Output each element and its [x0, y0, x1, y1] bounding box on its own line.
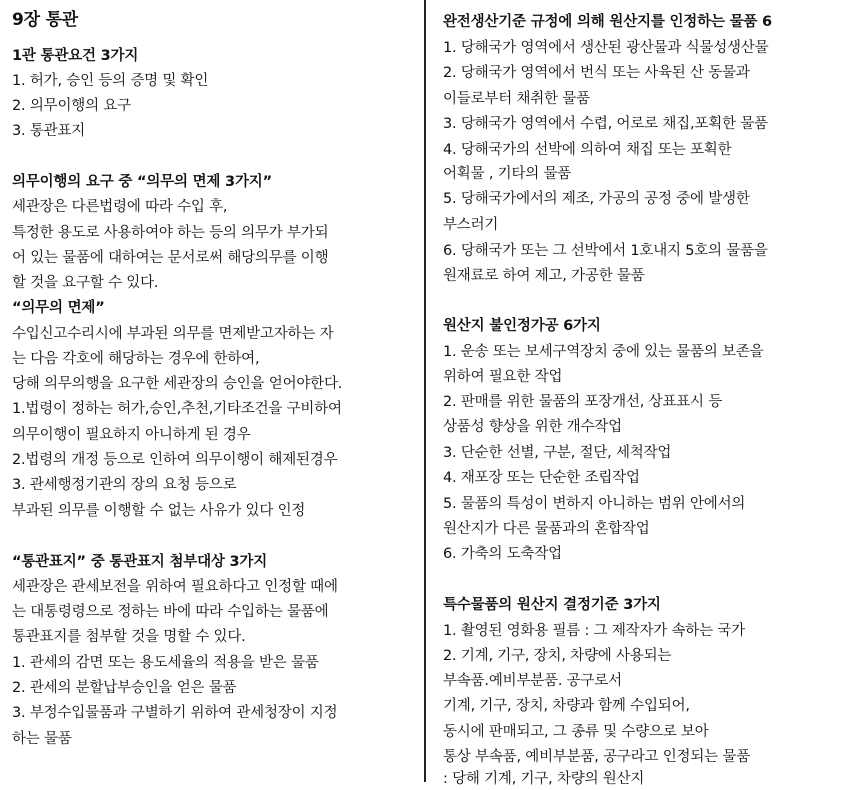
list-item: 1. 운송 또는 보세구역장치 중에 있는 물품의 보존을	[443, 344, 764, 360]
list-item: 2. 당해국가 영역에서 번식 또는 사육된 산 동물과	[443, 65, 750, 81]
list-item: 4. 재포장 또는 단순한 조립작업	[443, 470, 640, 486]
list-item: 5. 물품의 특성이 변하지 아니하는 범위 안에서의	[443, 496, 746, 512]
list-item: : 당해 기계, 기구, 차량의 원산지	[443, 771, 645, 787]
paragraph-line: 통관표지를 첨부할 것을 명할 수 있다.	[12, 629, 246, 645]
list-item: 부과된 의무를 이행할 수 없는 사유가 있다 인정	[12, 503, 306, 519]
list-item: 2. 판매를 위한 물품의 포장개선, 상표표시 등	[443, 394, 723, 410]
list-item: 2. 의무이행의 요구	[12, 98, 131, 114]
list-item: 의무이행이 필요하지 아니하게 된 경우	[12, 427, 251, 443]
list-item: 상품성 향상을 위한 개수작업	[443, 419, 622, 435]
section-heading: 의무이행의 요구 중 “의무의 면제 3가지”	[12, 174, 272, 190]
list-item: 1. 허가, 승인 등의 증명 및 확인	[12, 73, 209, 89]
section-heading: 1관 통관요건 3가지	[12, 48, 139, 64]
list-item: 1.법령이 정하는 허가,승인,추천,기타조건을 구비하여	[12, 401, 342, 417]
paragraph-line: 세관장은 다른법령에 따라 수입 후,	[12, 199, 228, 215]
list-item: 1. 관세의 감면 또는 용도세율의 적용을 받은 물품	[12, 655, 319, 671]
paragraph-line: 당해 의무의행을 요구한 세관장의 승인을 얻어야한다.	[12, 376, 343, 392]
list-item: 4. 당해국가의 선박에 의하여 채집 또는 포획한	[443, 142, 732, 158]
list-item: 1. 촬영된 영화용 필름 : 그 제작자가 속하는 국가	[443, 623, 745, 639]
column-divider	[424, 0, 426, 782]
list-item: 위하여 필요한 작업	[443, 369, 563, 385]
list-item: 6. 가축의 도축작업	[443, 546, 562, 562]
section-heading: “통관표지” 중 통관표지 첨부대상 3가지	[12, 554, 268, 570]
list-item: 3. 통관표지	[12, 123, 86, 139]
list-item: 3. 관세행정기관의 장의 요청 등으로	[12, 477, 237, 493]
section-heading: “의무의 면제”	[12, 300, 105, 316]
section-heading: 완전생산기준 규정에 의해 원산지를 인정하는 물품 6	[443, 14, 772, 30]
list-item: 이들로부터 채취한 물품	[443, 91, 590, 107]
list-item: 5. 당해국가에서의 제조, 가공의 공정 중에 발생한	[443, 191, 750, 207]
list-item: 6. 당해국가 또는 그 선박에서 1호내지 5호의 물품을	[443, 243, 768, 259]
list-item: 어획물 , 기타의 물품	[443, 166, 572, 182]
paragraph-line: 어 있는 물품에 대하여는 문서로써 해당의무를 이행	[12, 250, 329, 266]
list-item: 원재료로 하여 제고, 가공한 물품	[443, 268, 645, 284]
list-item: 기계, 기구, 장치, 차량과 함께 수입되어,	[443, 698, 690, 714]
list-item: 부속품.예비부분품. 공구로서	[443, 673, 622, 689]
paragraph-line: 수입신고수리시에 부과된 의무를 면제받고자하는 자	[12, 326, 334, 342]
right-column	[443, 0, 843, 787]
list-item: 부스러기	[443, 217, 499, 233]
list-item: 하는 물품	[12, 731, 72, 747]
left-column	[12, 0, 412, 782]
list-item: 3. 당해국가 영역에서 수렵, 어로로 채집,포획한 물품	[443, 116, 768, 132]
list-item: 2. 기계, 기구, 장치, 차량에 사용되는	[443, 648, 672, 664]
paragraph-line: 는 다음 각호에 해당하는 경우에 한하여,	[12, 351, 260, 367]
list-item: 통상 부속품, 예비부분품, 공구라고 인정되는 물품	[443, 749, 751, 765]
section-heading: 특수물품의 원산지 결정기준 3가지	[443, 597, 661, 613]
section-heading: 원산지 불인정가공 6가지	[443, 318, 601, 334]
paragraph-line: 할 것을 요구할 수 있다.	[12, 275, 159, 291]
list-item: 1. 당해국가 영역에서 생산된 광산물과 식물성생산물	[443, 40, 769, 56]
paragraph-line: 세관장은 관세보전을 위하여 필요하다고 인정할 때에	[12, 579, 338, 595]
list-item: 3. 단순한 선별, 구분, 절단, 세척작업	[443, 445, 672, 461]
list-item: 동시에 판매되고, 그 종류 및 수량으로 보아	[443, 724, 709, 740]
paragraph-line: 는 대통령령으로 정하는 바에 따라 수입하는 물품에	[12, 604, 329, 620]
list-item: 원산지가 다른 물품과의 혼합작업	[443, 521, 650, 537]
list-item: 2.법령의 개정 등으로 인하여 의무이행이 해제된경우	[12, 452, 338, 468]
list-item: 3. 부정수입물품과 구별하기 위하여 관세청장이 지정	[12, 705, 338, 721]
chapter-title: 9장 통관	[12, 10, 79, 30]
paragraph-line: 특정한 용도로 사용하여야 하는 등의 의무가 부가되	[12, 225, 329, 241]
list-item: 2. 관세의 분할납부승인을 얻은 물품	[12, 680, 237, 696]
